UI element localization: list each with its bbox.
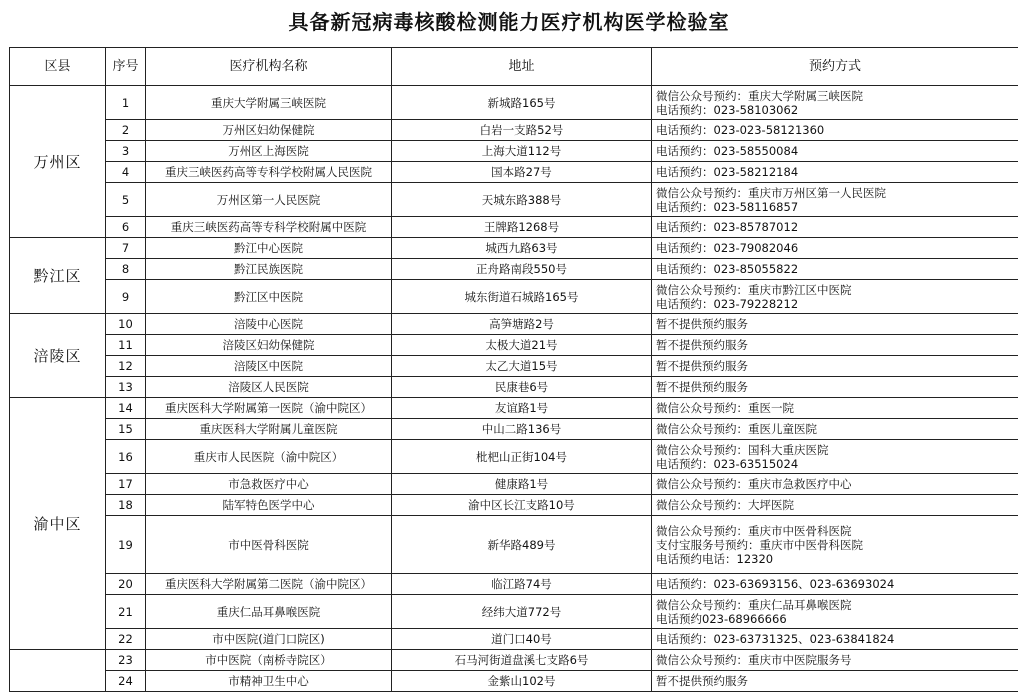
row-number: 15 bbox=[106, 419, 146, 440]
address: 新华路489号 bbox=[392, 516, 652, 574]
contact-line: 暂不提供预约服务 bbox=[656, 380, 748, 394]
row-number: 20 bbox=[106, 574, 146, 595]
address: 临江路74号 bbox=[392, 574, 652, 595]
table-row bbox=[10, 238, 1018, 259]
address: 天城东路388号 bbox=[392, 183, 652, 217]
contact-line: 微信公众号预约：国科大重庆医院 bbox=[656, 442, 829, 457]
row-number: 13 bbox=[106, 377, 146, 398]
contact-line: 电话预约：023-58116857 bbox=[656, 199, 799, 214]
table-row bbox=[10, 629, 1018, 650]
address: 正舟路南段550号 bbox=[392, 259, 652, 280]
booking-method bbox=[652, 120, 1018, 141]
address: 上海大道112号 bbox=[392, 141, 652, 162]
booking-method bbox=[652, 419, 1018, 440]
address: 中山二路136号 bbox=[392, 419, 652, 440]
table-row bbox=[10, 141, 1018, 162]
district-cell: 万州区 bbox=[10, 86, 106, 238]
address: 新城路165号 bbox=[392, 86, 652, 120]
contact-line: 电话预约：023-85787012 bbox=[656, 220, 799, 234]
contact-line: 微信公众号预约：重庆市中医骨科医院 bbox=[656, 523, 852, 538]
row-number: 6 bbox=[106, 217, 146, 238]
institution-name: 万州区妇幼保健院 bbox=[146, 120, 392, 141]
booking-method bbox=[652, 595, 1018, 629]
row-number: 14 bbox=[106, 398, 146, 419]
hospital-table bbox=[9, 47, 1018, 692]
contact-line: 电话预约：023-023-58121360 bbox=[656, 123, 825, 137]
booking-method bbox=[652, 474, 1018, 495]
header-address: 地址 bbox=[392, 48, 652, 86]
booking-method bbox=[652, 398, 1018, 419]
institution-name: 重庆医科大学附属第二医院（渝中院区） bbox=[146, 574, 392, 595]
booking-method bbox=[652, 183, 1018, 217]
address: 民康巷6号 bbox=[392, 377, 652, 398]
row-number: 3 bbox=[106, 141, 146, 162]
institution-name: 市中医院（南桥寺院区） bbox=[146, 650, 392, 671]
row-number: 2 bbox=[106, 120, 146, 141]
address: 王牌路1268号 bbox=[392, 217, 652, 238]
institution-name: 重庆大学附属三峡医院 bbox=[146, 86, 392, 120]
row-number: 1 bbox=[106, 86, 146, 120]
contact-line: 电话预约：023-58103062 bbox=[656, 102, 799, 117]
table-row bbox=[10, 314, 1018, 335]
booking-method bbox=[652, 335, 1018, 356]
address: 石马河街道盘溪七支路6号 bbox=[392, 650, 652, 671]
booking-method bbox=[652, 259, 1018, 280]
address: 高笋塘路2号 bbox=[392, 314, 652, 335]
row-number: 18 bbox=[106, 495, 146, 516]
contact-line: 微信公众号预约：重医一院 bbox=[656, 401, 794, 415]
institution-name: 涪陵区中医院 bbox=[146, 356, 392, 377]
contact-line: 电话预约：023-79228212 bbox=[656, 296, 799, 311]
row-number: 4 bbox=[106, 162, 146, 183]
table-row bbox=[10, 377, 1018, 398]
row-number: 17 bbox=[106, 474, 146, 495]
row-number: 24 bbox=[106, 671, 146, 692]
table-row bbox=[10, 474, 1018, 495]
row-number: 7 bbox=[106, 238, 146, 259]
address: 枇杷山正街104号 bbox=[392, 440, 652, 474]
table-row bbox=[10, 259, 1018, 280]
contact-line: 微信公众号预约：重庆市急救医疗中心 bbox=[656, 477, 852, 491]
contact-line: 微信公众号预约：重庆大学附属三峡医院 bbox=[656, 88, 863, 103]
table-row bbox=[10, 280, 1018, 314]
address: 太极大道21号 bbox=[392, 335, 652, 356]
table-row bbox=[10, 440, 1018, 474]
table-row bbox=[10, 86, 1018, 120]
table-row bbox=[10, 495, 1018, 516]
row-number: 16 bbox=[106, 440, 146, 474]
booking-method bbox=[652, 217, 1018, 238]
row-number: 5 bbox=[106, 183, 146, 217]
institution-name: 黔江民族医院 bbox=[146, 259, 392, 280]
table-row bbox=[10, 574, 1018, 595]
contact-line: 微信公众号预约：重庆市中医院服务号 bbox=[656, 653, 852, 667]
institution-name: 重庆三峡医药高等专科学校附属人民医院 bbox=[146, 162, 392, 183]
table-header-row bbox=[10, 48, 1018, 86]
booking-method bbox=[652, 314, 1018, 335]
contact-line: 电话预约：023-58212184 bbox=[656, 165, 799, 179]
contact-line: 电话预约023-68966666 bbox=[656, 611, 787, 626]
booking-method bbox=[652, 86, 1018, 120]
header-name: 医疗机构名称 bbox=[146, 48, 392, 86]
table-row bbox=[10, 183, 1018, 217]
booking-method bbox=[652, 356, 1018, 377]
table-row bbox=[10, 335, 1018, 356]
table-row bbox=[10, 120, 1018, 141]
district-cell: 渝中区 bbox=[10, 398, 106, 650]
institution-name: 市精神卫生中心 bbox=[146, 671, 392, 692]
contact-line: 电话预约：023-58550084 bbox=[656, 144, 799, 158]
row-number: 19 bbox=[106, 516, 146, 574]
table-row bbox=[10, 162, 1018, 183]
institution-name: 涪陵中心医院 bbox=[146, 314, 392, 335]
table-row bbox=[10, 217, 1018, 238]
contact-line: 电话预约：023-79082046 bbox=[656, 241, 799, 255]
booking-method bbox=[652, 671, 1018, 692]
contact-line: 电话预约：023-85055822 bbox=[656, 262, 799, 276]
address: 渝中区长江支路10号 bbox=[392, 495, 652, 516]
institution-name: 重庆仁品耳鼻喉医院 bbox=[146, 595, 392, 629]
contact-line: 暂不提供预约服务 bbox=[656, 338, 748, 352]
institution-name: 重庆三峡医药高等专科学校附属中医院 bbox=[146, 217, 392, 238]
contact-line: 电话预约：023-63515024 bbox=[656, 456, 799, 471]
booking-method bbox=[652, 238, 1018, 259]
row-number: 22 bbox=[106, 629, 146, 650]
institution-name: 市中医骨科医院 bbox=[146, 516, 392, 574]
district-cell bbox=[10, 650, 106, 692]
address: 健康路1号 bbox=[392, 474, 652, 495]
booking-method bbox=[652, 162, 1018, 183]
district-cell: 涪陵区 bbox=[10, 314, 106, 398]
table-row bbox=[10, 595, 1018, 629]
contact-line: 电话预约：023-63731325、023-63841824 bbox=[656, 632, 895, 646]
institution-name: 陆军特色医学中心 bbox=[146, 495, 392, 516]
contact-line: 微信公众号预约：重庆仁品耳鼻喉医院 bbox=[656, 597, 852, 612]
address: 太乙大道15号 bbox=[392, 356, 652, 377]
institution-name: 重庆医科大学附属儿童医院 bbox=[146, 419, 392, 440]
document-title: 具备新冠病毒核酸检测能力医疗机构医学检验室 bbox=[288, 10, 730, 34]
contact-line: 微信公众号预约：大坪医院 bbox=[656, 498, 794, 512]
contact-line: 暂不提供预约服务 bbox=[656, 674, 748, 688]
institution-name: 重庆医科大学附属第一医院（渝中院区） bbox=[146, 398, 392, 419]
institution-name: 市中医院(道门口院区) bbox=[146, 629, 392, 650]
table-row bbox=[10, 516, 1018, 574]
contact-line: 微信公众号预约：重庆市万州区第一人民医院 bbox=[656, 185, 886, 200]
institution-name: 万州区上海医院 bbox=[146, 141, 392, 162]
address: 友谊路1号 bbox=[392, 398, 652, 419]
contact-line: 微信公众号预约：重医儿童医院 bbox=[656, 422, 817, 436]
booking-method bbox=[652, 650, 1018, 671]
address: 经纬大道772号 bbox=[392, 595, 652, 629]
row-number: 12 bbox=[106, 356, 146, 377]
contact-line: 微信公众号预约：重庆市黔江区中医院 bbox=[656, 282, 852, 297]
contact-line: 电话预约：023-63693156、023-63693024 bbox=[656, 577, 895, 591]
contact-line: 暂不提供预约服务 bbox=[656, 317, 748, 331]
address: 道门口40号 bbox=[392, 629, 652, 650]
table-row bbox=[10, 671, 1018, 692]
institution-name: 市急救医疗中心 bbox=[146, 474, 392, 495]
address: 金紫山102号 bbox=[392, 671, 652, 692]
header-booking: 预约方式 bbox=[652, 48, 1018, 86]
table-row bbox=[10, 650, 1018, 671]
table-row bbox=[10, 419, 1018, 440]
institution-name: 黔江中心医院 bbox=[146, 238, 392, 259]
booking-method bbox=[652, 495, 1018, 516]
row-number: 10 bbox=[106, 314, 146, 335]
contact-line: 支付宝服务号预约：重庆市中医骨科医院 bbox=[656, 537, 863, 552]
contact-line: 电话预约电话：12320 bbox=[656, 551, 774, 566]
row-number: 9 bbox=[106, 280, 146, 314]
booking-method bbox=[652, 440, 1018, 474]
row-number: 11 bbox=[106, 335, 146, 356]
table-row bbox=[10, 356, 1018, 377]
contact-line: 暂不提供预约服务 bbox=[656, 359, 748, 373]
address: 国本路27号 bbox=[392, 162, 652, 183]
table-row bbox=[10, 398, 1018, 419]
institution-name: 重庆市人民医院（渝中院区） bbox=[146, 440, 392, 474]
booking-method bbox=[652, 516, 1018, 574]
address: 城西九路63号 bbox=[392, 238, 652, 259]
row-number: 21 bbox=[106, 595, 146, 629]
address: 城东街道石城路165号 bbox=[392, 280, 652, 314]
header-number: 序号 bbox=[106, 48, 146, 86]
booking-method bbox=[652, 574, 1018, 595]
address: 白岩一支路52号 bbox=[392, 120, 652, 141]
row-number: 8 bbox=[106, 259, 146, 280]
booking-method bbox=[652, 141, 1018, 162]
institution-name: 涪陵区人民医院 bbox=[146, 377, 392, 398]
header-district: 区县 bbox=[10, 48, 106, 86]
row-number: 23 bbox=[106, 650, 146, 671]
institution-name: 万州区第一人民医院 bbox=[146, 183, 392, 217]
institution-name: 涪陵区妇幼保健院 bbox=[146, 335, 392, 356]
booking-method bbox=[652, 377, 1018, 398]
booking-method bbox=[652, 280, 1018, 314]
booking-method bbox=[652, 629, 1018, 650]
district-cell: 黔江区 bbox=[10, 238, 106, 314]
institution-name: 黔江区中医院 bbox=[146, 280, 392, 314]
